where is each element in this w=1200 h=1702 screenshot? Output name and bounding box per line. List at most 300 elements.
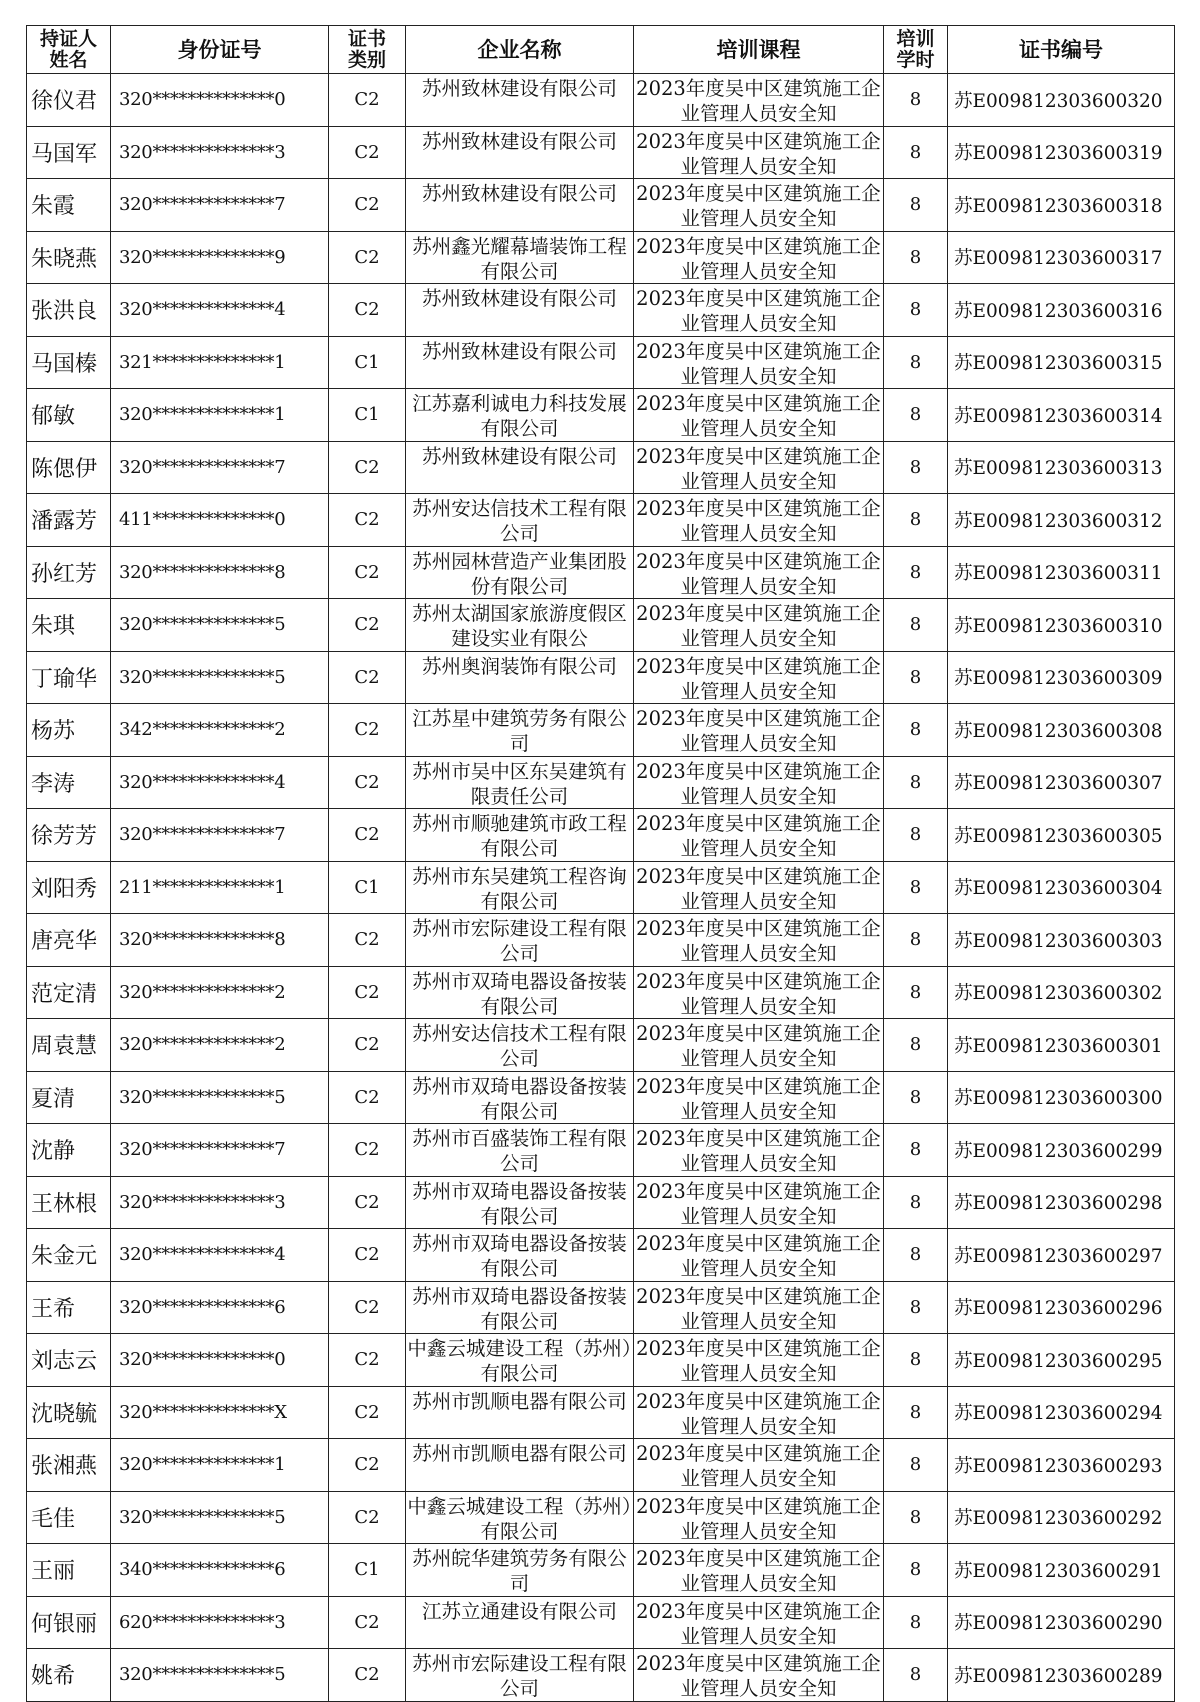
cell-id-number: 320**************0 — [111, 1334, 329, 1387]
cell-cert-number: 苏E009812303600318 — [948, 179, 1175, 232]
cell-hours: 8 — [884, 914, 948, 967]
cell-category: C2 — [329, 809, 406, 862]
header-id: 身份证号 — [111, 26, 329, 74]
cell-hours: 8 — [884, 74, 948, 127]
cell-company-text: 中鑫云城建设工程（苏州）有限公司 — [407, 1494, 632, 1543]
cell-cert-number: 苏E009812303600317 — [948, 231, 1175, 284]
cell-course — [634, 1596, 884, 1649]
cell-company-text: 江苏立通建设有限公司 — [421, 1599, 617, 1623]
cell-course-text: 2023年度吴中区建筑施工企业管理人员安全知 — [636, 444, 881, 493]
cell-name: 朱金元 — [27, 1229, 111, 1282]
cell-hours: 8 — [884, 756, 948, 809]
cell-course — [634, 1229, 884, 1282]
cell-category: C2 — [329, 1229, 406, 1282]
cell-cert-number: 苏E009812303600294 — [948, 1386, 1175, 1439]
cell-course-text: 2023年度吴中区建筑施工企业管理人员安全知 — [636, 1232, 881, 1280]
cell-name: 张洪良 — [27, 284, 111, 337]
cell-name: 徐仪君 — [27, 74, 111, 127]
cell-course-text: 2023年度吴中区建筑施工企业管理人员安全知 — [636, 129, 881, 178]
cell-company-text: 江苏星中建筑劳务有限公司 — [412, 707, 627, 755]
cell-company-text: 苏州致林建设有限公司 — [421, 182, 617, 205]
cell-id-number: 320**************9 — [111, 231, 329, 284]
cell-category: C2 — [329, 599, 406, 652]
cell-name: 王丽 — [27, 1544, 111, 1597]
table-row — [27, 809, 1175, 862]
cell-name: 周袁慧 — [27, 1019, 111, 1072]
cell-company — [406, 756, 634, 809]
cell-name: 朱霞 — [27, 179, 111, 232]
cell-company-text: 苏州市东吴建筑工程咨询有限公司 — [412, 864, 627, 913]
cell-course-text: 2023年度吴中区建筑施工企业管理人员安全知 — [636, 969, 881, 1018]
table-row — [27, 389, 1175, 442]
header-row — [27, 26, 1175, 74]
cell-hours: 8 — [884, 1071, 948, 1124]
cell-name: 何银丽 — [27, 1596, 111, 1649]
cell-cert-number: 苏E009812303600298 — [948, 1176, 1175, 1229]
cell-course — [634, 1491, 884, 1544]
cell-cert-number: 苏E009812303600309 — [948, 651, 1175, 704]
header-category-line2: 类别 — [347, 48, 386, 71]
cell-company-text: 苏州市凯顺电器有限公司 — [412, 1442, 627, 1465]
cell-company — [406, 704, 634, 757]
cell-course-text: 2023年度吴中区建筑施工企业管理人员安全知 — [636, 602, 881, 650]
cell-name: 王希 — [27, 1281, 111, 1334]
cell-company-text: 苏州致林建设有限公司 — [421, 77, 617, 100]
cell-id-number: 340**************6 — [111, 1544, 329, 1597]
cell-category: C2 — [329, 231, 406, 284]
cell-id-number: 320**************3 — [111, 126, 329, 179]
cell-course — [634, 231, 884, 284]
cell-cert-number: 苏E009812303600297 — [948, 1229, 1175, 1282]
cell-id-number: 320**************4 — [111, 756, 329, 809]
cell-category: C2 — [329, 756, 406, 809]
cell-company — [406, 1649, 634, 1702]
cell-name: 夏清 — [27, 1071, 111, 1124]
cell-course — [634, 1439, 884, 1492]
cell-hours: 8 — [884, 1649, 948, 1702]
cell-cert-number: 苏E009812303600319 — [948, 126, 1175, 179]
cell-hours: 8 — [884, 336, 948, 389]
cell-category: C2 — [329, 1176, 406, 1229]
header-hours — [884, 26, 948, 74]
table-row — [27, 441, 1175, 494]
cell-course — [634, 389, 884, 442]
cell-name: 范定清 — [27, 966, 111, 1019]
cell-cert-number: 苏E009812303600295 — [948, 1334, 1175, 1387]
cell-company-text: 苏州市双琦电器设备按装有限公司 — [412, 969, 627, 1018]
cell-course — [634, 1544, 884, 1597]
cell-id-number: 320**************7 — [111, 809, 329, 862]
cell-company — [406, 1544, 634, 1597]
cell-course — [634, 651, 884, 704]
cell-company-text: 苏州市双琦电器设备按装有限公司 — [412, 1074, 627, 1123]
cell-id-number: 320**************1 — [111, 1439, 329, 1492]
cell-company — [406, 284, 634, 337]
table-row — [27, 494, 1175, 547]
table-row — [27, 599, 1175, 652]
cell-company-text: 苏州市宏际建设工程有限公司 — [412, 1652, 627, 1700]
cell-company — [406, 1334, 634, 1387]
table-row — [27, 1071, 1175, 1124]
cell-category: C2 — [329, 546, 406, 599]
cell-category: C2 — [329, 914, 406, 967]
cell-name: 朱琪 — [27, 599, 111, 652]
cell-category: C2 — [329, 1386, 406, 1439]
cell-course — [634, 704, 884, 757]
cell-course-text: 2023年度吴中区建筑施工企业管理人员安全知 — [636, 1652, 881, 1700]
cell-category: C2 — [329, 1334, 406, 1387]
cell-id-number: 320**************5 — [111, 1649, 329, 1702]
cell-category: C2 — [329, 651, 406, 704]
cell-company — [406, 1176, 634, 1229]
cell-category: C2 — [329, 1439, 406, 1492]
cell-id-number: 320**************7 — [111, 179, 329, 232]
cell-category: C2 — [329, 1596, 406, 1649]
cell-course-text: 2023年度吴中区建筑施工企业管理人员安全知 — [636, 497, 881, 545]
table-row — [27, 914, 1175, 967]
cell-id-number: 320**************X — [111, 1386, 329, 1439]
cell-course-text: 2023年度吴中区建筑施工企业管理人员安全知 — [636, 234, 881, 283]
cell-company — [406, 809, 634, 862]
cell-name: 郁敏 — [27, 389, 111, 442]
cell-company-text: 苏州市顺驰建筑市政工程有限公司 — [412, 812, 627, 860]
cell-hours: 8 — [884, 704, 948, 757]
cell-company-text: 苏州市凯顺电器有限公司 — [412, 1389, 627, 1413]
cell-category: C2 — [329, 179, 406, 232]
cell-company-text: 中鑫云城建设工程（苏州）有限公司 — [407, 1337, 632, 1385]
cell-course — [634, 861, 884, 914]
cell-course-text: 2023年度吴中区建筑施工企业管理人员安全知 — [636, 1337, 881, 1385]
cell-hours: 8 — [884, 441, 948, 494]
cell-course-text: 2023年度吴中区建筑施工企业管理人员安全知 — [636, 1179, 881, 1228]
cell-name: 杨苏 — [27, 704, 111, 757]
cell-id-number: 320**************1 — [111, 389, 329, 442]
header-category — [329, 26, 406, 74]
cell-hours: 8 — [884, 1439, 948, 1492]
cell-category: C2 — [329, 74, 406, 127]
cell-category: C1 — [329, 336, 406, 389]
cell-name: 沈静 — [27, 1124, 111, 1177]
cell-category: C2 — [329, 441, 406, 494]
cell-course-text: 2023年度吴中区建筑施工企业管理人员安全知 — [636, 182, 881, 230]
table-body — [27, 74, 1175, 1702]
cell-hours: 8 — [884, 1596, 948, 1649]
cell-company — [406, 861, 634, 914]
cell-company — [406, 651, 634, 704]
cell-course — [634, 1071, 884, 1124]
cell-cert-number: 苏E009812303600303 — [948, 914, 1175, 967]
cell-cert-number: 苏E009812303600315 — [948, 336, 1175, 389]
cell-course — [634, 1124, 884, 1177]
table-row — [27, 74, 1175, 127]
cell-course — [634, 546, 884, 599]
cell-company — [406, 1281, 634, 1334]
cell-company — [406, 966, 634, 1019]
cell-course — [634, 179, 884, 232]
cell-hours: 8 — [884, 1229, 948, 1282]
cell-cert-number: 苏E009812303600312 — [948, 494, 1175, 547]
cell-cert-number: 苏E009812303600310 — [948, 599, 1175, 652]
header-name-line2: 姓名 — [49, 48, 88, 71]
cell-id-number: 320**************3 — [111, 1176, 329, 1229]
cell-category: C1 — [329, 389, 406, 442]
cell-hours: 8 — [884, 1386, 948, 1439]
table-row — [27, 861, 1175, 914]
cell-company-text: 苏州安达信技术工程有限公司 — [412, 497, 627, 545]
cell-hours: 8 — [884, 1124, 948, 1177]
cell-id-number: 320**************0 — [111, 74, 329, 127]
cell-company — [406, 914, 634, 967]
cell-company — [406, 1439, 634, 1492]
cell-company — [406, 74, 634, 127]
cell-course — [634, 441, 884, 494]
cell-course-text: 2023年度吴中区建筑施工企业管理人员安全知 — [636, 392, 881, 440]
cell-hours: 8 — [884, 284, 948, 337]
cell-hours: 8 — [884, 494, 948, 547]
header-hours-line2: 学时 — [896, 48, 935, 71]
cell-id-number: 320**************7 — [111, 1124, 329, 1177]
cell-company-text: 苏州安达信技术工程有限公司 — [412, 1022, 627, 1070]
cell-name: 朱晓燕 — [27, 231, 111, 284]
cell-company-text: 苏州鑫光耀幕墙装饰工程有限公司 — [412, 234, 627, 283]
cell-course-text: 2023年度吴中区建筑施工企业管理人员安全知 — [636, 1022, 881, 1070]
cell-cert-number: 苏E009812303600299 — [948, 1124, 1175, 1177]
cell-company-text: 苏州皖华建筑劳务有限公司 — [412, 1547, 627, 1595]
cell-course — [634, 1019, 884, 1072]
cell-hours: 8 — [884, 1491, 948, 1544]
cell-category: C2 — [329, 1124, 406, 1177]
cell-id-number: 320**************4 — [111, 284, 329, 337]
cell-course-text: 2023年度吴中区建筑施工企业管理人员安全知 — [636, 864, 881, 913]
cell-course-text: 2023年度吴中区建筑施工企业管理人员安全知 — [636, 1074, 881, 1123]
cell-course — [634, 756, 884, 809]
cell-category: C2 — [329, 284, 406, 337]
cell-name: 姚希 — [27, 1649, 111, 1702]
cell-course-text: 2023年度吴中区建筑施工企业管理人员安全知 — [636, 707, 881, 755]
table-row — [27, 1439, 1175, 1492]
cell-hours: 8 — [884, 179, 948, 232]
cell-company — [406, 231, 634, 284]
cell-course-text: 2023年度吴中区建筑施工企业管理人员安全知 — [636, 1494, 881, 1543]
table-row — [27, 704, 1175, 757]
cell-category: C2 — [329, 126, 406, 179]
cell-company — [406, 179, 634, 232]
table-row — [27, 1386, 1175, 1439]
cell-id-number: 320**************7 — [111, 441, 329, 494]
cell-course-text: 2023年度吴中区建筑施工企业管理人员安全知 — [636, 1127, 881, 1175]
cell-company-text: 苏州致林建设有限公司 — [421, 287, 617, 310]
cell-hours: 8 — [884, 599, 948, 652]
cell-company — [406, 1229, 634, 1282]
cell-course-text: 2023年度吴中区建筑施工企业管理人员安全知 — [636, 339, 881, 388]
table-row — [27, 1491, 1175, 1544]
header-name-line1: 持证人 — [39, 27, 97, 50]
cell-category: C2 — [329, 494, 406, 547]
cell-id-number: 211**************1 — [111, 861, 329, 914]
cell-course — [634, 284, 884, 337]
cell-company — [406, 1124, 634, 1177]
table-row — [27, 1019, 1175, 1072]
cell-course — [634, 966, 884, 1019]
cell-hours: 8 — [884, 1019, 948, 1072]
cell-name: 徐芳芳 — [27, 809, 111, 862]
cell-id-number: 320**************6 — [111, 1281, 329, 1334]
cell-company — [406, 494, 634, 547]
cell-company — [406, 336, 634, 389]
cell-course-text: 2023年度吴中区建筑施工企业管理人员安全知 — [636, 77, 881, 125]
cell-cert-number: 苏E009812303600290 — [948, 1596, 1175, 1649]
cell-company-text: 苏州太湖国家旅游度假区建设实业有限公 — [412, 602, 627, 650]
table-row — [27, 1544, 1175, 1597]
table-row — [27, 1334, 1175, 1387]
cell-course-text: 2023年度吴中区建筑施工企业管理人员安全知 — [636, 1389, 881, 1438]
cell-course — [634, 494, 884, 547]
cell-category: C2 — [329, 1019, 406, 1072]
cell-company-text: 苏州市宏际建设工程有限公司 — [412, 917, 627, 965]
cell-cert-number: 苏E009812303600296 — [948, 1281, 1175, 1334]
cell-name: 沈晓毓 — [27, 1386, 111, 1439]
cell-cert-number: 苏E009812303600301 — [948, 1019, 1175, 1072]
cell-course — [634, 1386, 884, 1439]
cell-hours: 8 — [884, 389, 948, 442]
cell-name: 陈偲伊 — [27, 441, 111, 494]
table-row — [27, 284, 1175, 337]
cell-cert-number: 苏E009812303600313 — [948, 441, 1175, 494]
table-row — [27, 756, 1175, 809]
cell-course-text: 2023年度吴中区建筑施工企业管理人员安全知 — [636, 917, 881, 965]
cell-course — [634, 1649, 884, 1702]
table-row — [27, 179, 1175, 232]
cell-company-text: 苏州园林营造产业集团股份有限公司 — [412, 549, 627, 598]
header-name — [27, 26, 111, 74]
cell-company-text: 苏州市吴中区东吴建筑有限责任公司 — [412, 759, 627, 808]
cell-cert-number: 苏E009812303600305 — [948, 809, 1175, 862]
cell-company — [406, 389, 634, 442]
cell-cert-number: 苏E009812303600308 — [948, 704, 1175, 757]
cell-course — [634, 1281, 884, 1334]
cell-hours: 8 — [884, 1176, 948, 1229]
cell-cert-number: 苏E009812303600300 — [948, 1071, 1175, 1124]
table-row — [27, 1281, 1175, 1334]
cell-hours: 8 — [884, 966, 948, 1019]
cell-company — [406, 1071, 634, 1124]
cell-company — [406, 441, 634, 494]
cell-cert-number: 苏E009812303600292 — [948, 1491, 1175, 1544]
cell-company-text: 苏州市双琦电器设备按装有限公司 — [412, 1179, 627, 1228]
cell-course-text: 2023年度吴中区建筑施工企业管理人员安全知 — [636, 654, 881, 703]
cell-course-text: 2023年度吴中区建筑施工企业管理人员安全知 — [636, 1442, 881, 1490]
cell-id-number: 320**************8 — [111, 914, 329, 967]
cell-name: 张湘燕 — [27, 1439, 111, 1492]
cell-id-number: 320**************2 — [111, 1019, 329, 1072]
cell-cert-number: 苏E009812303600307 — [948, 756, 1175, 809]
cell-hours: 8 — [884, 126, 948, 179]
table-row — [27, 1596, 1175, 1649]
cell-id-number: 320**************4 — [111, 1229, 329, 1282]
cell-id-number: 320**************5 — [111, 651, 329, 704]
cell-name: 唐亮华 — [27, 914, 111, 967]
cell-category: C2 — [329, 1649, 406, 1702]
cell-course-text: 2023年度吴中区建筑施工企业管理人员安全知 — [636, 1547, 881, 1595]
cell-id-number: 620**************3 — [111, 1596, 329, 1649]
cell-cert-number: 苏E009812303600311 — [948, 546, 1175, 599]
cell-id-number: 342**************2 — [111, 704, 329, 757]
cell-cert-number: 苏E009812303600316 — [948, 284, 1175, 337]
cell-company-text: 苏州市双琦电器设备按装有限公司 — [412, 1284, 627, 1333]
cell-company — [406, 1491, 634, 1544]
cell-company — [406, 1019, 634, 1072]
cell-course — [634, 336, 884, 389]
cell-company-text: 苏州致林建设有限公司 — [421, 129, 617, 153]
cell-company — [406, 1386, 634, 1439]
table-row — [27, 546, 1175, 599]
cell-cert-number: 苏E009812303600289 — [948, 1649, 1175, 1702]
cell-company-text: 江苏嘉利诚电力科技发展有限公司 — [412, 392, 627, 440]
cell-id-number: 411**************0 — [111, 494, 329, 547]
cell-id-number: 320**************8 — [111, 546, 329, 599]
cell-name: 李涛 — [27, 756, 111, 809]
table-row — [27, 651, 1175, 704]
cell-course — [634, 809, 884, 862]
cell-hours: 8 — [884, 651, 948, 704]
cell-company — [406, 1596, 634, 1649]
cell-id-number: 320**************2 — [111, 966, 329, 1019]
cell-name: 马国军 — [27, 126, 111, 179]
cell-hours: 8 — [884, 861, 948, 914]
header-category-line1: 证书 — [347, 27, 386, 50]
cell-hours: 8 — [884, 1281, 948, 1334]
cell-id-number: 320**************5 — [111, 599, 329, 652]
cell-name: 丁瑜华 — [27, 651, 111, 704]
cell-hours: 8 — [884, 1544, 948, 1597]
cell-cert-number: 苏E009812303600304 — [948, 861, 1175, 914]
cell-course-text: 2023年度吴中区建筑施工企业管理人员安全知 — [636, 812, 881, 860]
cell-category: C2 — [329, 704, 406, 757]
cell-name: 刘志云 — [27, 1334, 111, 1387]
cell-category: C2 — [329, 1491, 406, 1544]
cell-cert-number: 苏E009812303600320 — [948, 74, 1175, 127]
cell-company-text: 苏州奥润装饰有限公司 — [421, 654, 617, 678]
cell-hours: 8 — [884, 546, 948, 599]
cell-company-text: 苏州致林建设有限公司 — [421, 339, 617, 363]
cell-course — [634, 1176, 884, 1229]
cell-company — [406, 599, 634, 652]
cell-company — [406, 126, 634, 179]
cell-course-text: 2023年度吴中区建筑施工企业管理人员安全知 — [636, 759, 881, 808]
cell-name: 孙红芳 — [27, 546, 111, 599]
table-row — [27, 126, 1175, 179]
cell-company-text: 苏州市百盛装饰工程有限公司 — [412, 1127, 627, 1175]
cell-cert-number: 苏E009812303600314 — [948, 389, 1175, 442]
cell-category: C2 — [329, 966, 406, 1019]
table-row — [27, 336, 1175, 389]
cell-category: C1 — [329, 1544, 406, 1597]
cell-hours: 8 — [884, 809, 948, 862]
table-header — [27, 26, 1175, 74]
cell-name: 毛佳 — [27, 1491, 111, 1544]
cell-cert-number: 苏E009812303600293 — [948, 1439, 1175, 1492]
cell-category: C1 — [329, 861, 406, 914]
table-row — [27, 1124, 1175, 1177]
cell-course-text: 2023年度吴中区建筑施工企业管理人员安全知 — [636, 549, 881, 598]
cell-company-text: 苏州致林建设有限公司 — [421, 444, 617, 468]
cell-course — [634, 1334, 884, 1387]
cell-category: C2 — [329, 1281, 406, 1334]
cell-company — [406, 546, 634, 599]
header-cert-no: 证书编号 — [948, 26, 1175, 74]
cell-course-text: 2023年度吴中区建筑施工企业管理人员安全知 — [636, 1284, 881, 1333]
cell-cert-number: 苏E009812303600302 — [948, 966, 1175, 1019]
